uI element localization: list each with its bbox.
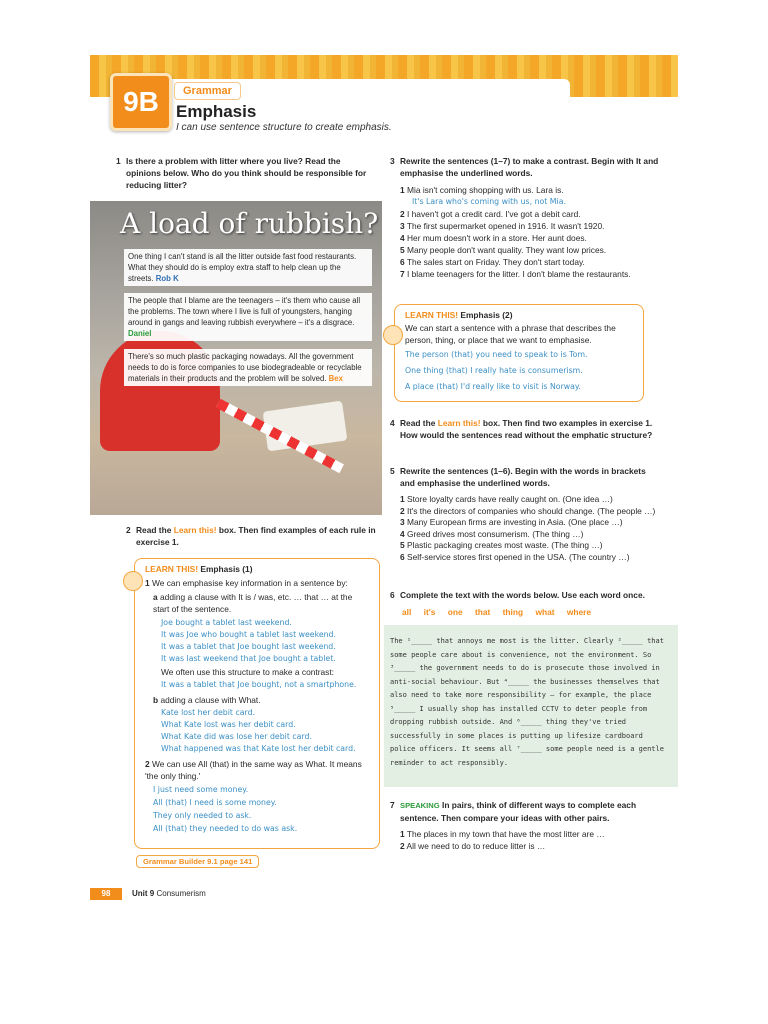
example: It was a tablet that Joe bought last weekend. bbox=[161, 642, 336, 651]
example: What happened was that Kate lost her debit card. bbox=[161, 744, 356, 753]
page-title: Emphasis bbox=[176, 102, 257, 121]
word-bank-item: thing bbox=[502, 607, 524, 617]
lesson-code-badge: 9B bbox=[110, 73, 172, 131]
exercise-3-items bbox=[400, 184, 668, 280]
grammar-builder-link[interactable]: Grammar Builder 9.1 page 141 bbox=[136, 855, 259, 868]
example: What Kate did was lose her debit card. bbox=[161, 732, 312, 741]
exercise-instruction: Is there a problem with litter where you live? Read the opinions below. Who do you think should be responsible for reducing litter? bbox=[126, 156, 367, 190]
opinion-rob bbox=[124, 249, 372, 286]
example: Joe bought a tablet last weekend. bbox=[161, 618, 292, 627]
learn-title: Emphasis (1) bbox=[200, 564, 253, 574]
exercise-5 bbox=[390, 465, 662, 489]
exercise-instruction: Complete the text with the words below. Use each word once. bbox=[400, 590, 645, 600]
example: They only needed to ask. bbox=[153, 811, 252, 820]
list-item: 6 The sales start on Friday. They don't start today. bbox=[400, 257, 585, 267]
list-item: 2 All we need to do to reduce litter is … bbox=[400, 841, 546, 851]
rule-1a: a adding a clause with It is / was, etc. … that … at the start of the sentence. bbox=[153, 592, 353, 614]
rule-2: 2 We can use All (that) in the same way as What. It means 'the only thing.' bbox=[145, 759, 362, 781]
opinion-daniel bbox=[124, 293, 372, 341]
page-number: 98 bbox=[90, 888, 122, 900]
list-item: 4 Her mum doesn't work in a store. Her aunt does. bbox=[400, 233, 587, 243]
example: What Kate lost was her debit card. bbox=[161, 720, 296, 729]
exercise-3 bbox=[390, 155, 668, 179]
word-bank-item: that bbox=[474, 607, 491, 617]
note: We often use this structure to make a contrast: bbox=[161, 667, 335, 677]
exercise-6 bbox=[390, 589, 668, 601]
learn-label: LEARN THIS! bbox=[145, 564, 199, 574]
unit-topic: Consumerism bbox=[156, 889, 206, 898]
opinion-author: Rob K bbox=[155, 274, 179, 283]
word-bank-item: it's bbox=[423, 607, 436, 617]
example: The person (that) you need to speak to is Tom. bbox=[405, 350, 588, 359]
exercise-7-items bbox=[400, 828, 668, 852]
list-item: 2 It's the directors of companies who should change. (The people …) bbox=[400, 505, 656, 516]
example: One thing (that) I really hate is consumerism. bbox=[405, 366, 583, 375]
textbook-page bbox=[90, 55, 678, 905]
word-bank-item: one bbox=[447, 607, 463, 617]
learn-label: LEARN THIS! bbox=[405, 310, 459, 320]
rule-text: adding a clause with What. bbox=[160, 695, 261, 705]
exercise-number: 6 bbox=[390, 590, 395, 600]
word-bank-item: where bbox=[566, 607, 592, 617]
exercise-4: 4 Read the Learn this! box. Then find two examples in exercise 1. How would the sentences read without the emphatic structure? bbox=[390, 418, 653, 440]
learn-this-box-2 bbox=[394, 304, 644, 402]
rule-text: We can emphasise key information in a sentence by: bbox=[152, 578, 348, 588]
list-item: 2 I haven't got a credit card. I've got a debit card. bbox=[400, 209, 581, 219]
rule-text: adding a clause with It is / was, etc. … that … at the start of the sentence. bbox=[153, 592, 353, 614]
example: I just need some money. bbox=[153, 785, 249, 794]
learn-title: Emphasis (2) bbox=[460, 310, 513, 320]
exercise-number: 3 bbox=[390, 156, 395, 166]
unit-label: Unit 9 bbox=[132, 889, 155, 898]
exercise-7 bbox=[390, 799, 668, 824]
exercise-instruction-pre: Read the bbox=[136, 525, 174, 535]
opinion-text: One thing I can't stand is all the litter outside fast food restaurants. What they should do is employ extra staff to help clean up the streets. bbox=[128, 252, 357, 283]
word-bank-item: all bbox=[402, 607, 412, 617]
word-bank bbox=[402, 606, 670, 618]
exercise-instruction: Rewrite the sentences (1–7) to make a contrast. Begin with It and emphasise the underlined words. bbox=[400, 156, 659, 178]
rule-text: We can start a sentence with a phrase that describes the person, thing, or place that we want to emphasise. bbox=[405, 323, 616, 345]
list-item: 4 Greed drives most consumerism. (The thing …) bbox=[400, 528, 584, 539]
gap-fill-text-box bbox=[384, 625, 678, 787]
example: It was Joe who bought a tablet last weekend. bbox=[161, 630, 336, 639]
list-item: 1 The places in my town that have the most litter are … bbox=[400, 829, 605, 839]
example: All (that) I need is some money. bbox=[153, 798, 277, 807]
exercise-number: 2 bbox=[126, 525, 131, 535]
rule-1b: b adding a clause with What. bbox=[153, 695, 261, 705]
learn-this-ref: Learn this! bbox=[437, 418, 481, 428]
example: It was a tablet that Joe bought, not a smartphone. bbox=[161, 680, 357, 689]
learn-box-heading bbox=[145, 563, 375, 575]
list-item: 5 Plastic packaging creates most waste. (The thing …) bbox=[400, 540, 603, 551]
worked-example: It's Lara who's coming with us, not Mia. bbox=[412, 197, 566, 206]
exercise-number: 7 bbox=[390, 800, 395, 810]
list-item: 5 Many people don't want quality. They want low prices. bbox=[400, 245, 607, 255]
footer-unit bbox=[132, 888, 206, 900]
list-item: 3 The first supermarket opened in 1916. It wasn't 1920. bbox=[400, 221, 605, 231]
word-bank-item: what bbox=[535, 607, 555, 617]
section-tab: Grammar bbox=[174, 82, 241, 100]
example: All (that) they needed to do was ask. bbox=[153, 824, 298, 833]
exercise-instruction: In pairs, think of different ways to complete each sentence. Then compare your ideas with other pairs. bbox=[400, 800, 637, 823]
list-item: 7 I blame teenagers for the litter. I don't blame the restaurants. bbox=[400, 269, 631, 279]
example: Kate lost her debit card. bbox=[161, 708, 256, 717]
learn-this-ref: Learn this! bbox=[173, 525, 217, 535]
photo-title: A load of rubbish? bbox=[120, 207, 379, 240]
exercise-2 bbox=[126, 524, 380, 548]
exercise-instruction: Rewrite the sentences (1–6). Begin with the words in brackets and emphasise the underlined words. bbox=[400, 466, 646, 488]
exercise-number: 5 bbox=[390, 466, 395, 476]
learn-this-box-1 bbox=[134, 558, 380, 849]
opinion-text: There's so much plastic packaging nowadays. All the government needs to do is force companies to use biodegradeable or recyclable materials in their products and the problem will be solved. bbox=[128, 352, 362, 383]
opinion-text: The people that I blame are the teenagers – it's them who cause all the problems. The town where I live is full of youngsters, hanging around in gangs and leaving rubbish everywhere – it's a disgrace. bbox=[128, 296, 361, 327]
gap-fill-passage: The ¹_____ that annoys me most is the litter. Clearly ²_____ that some people care about is convenience, not the environment. So ³_____ the government needs to do is prosecute those involved in anti-social behaviour. But ⁴_____ the businesses themselves that also need to take more responsibility – for example, the place ⁵_____ I usually shop has installed CCTV to deter people from dropping rubbish outside. And ⁶_____ thing they've tried successfully in some places is putting up lifesize cardboard police officers. It seems all ⁷_____ some people need is a gentle reminder to act responsibly. bbox=[390, 637, 664, 767]
page-subtitle: I can use sentence structure to create emphasis. bbox=[176, 122, 392, 133]
list-item: 1 Mia isn't coming shopping with us. Lara is. bbox=[400, 185, 564, 195]
example: It was last weekend that Joe bought a tablet. bbox=[161, 654, 336, 663]
learn-box-heading bbox=[405, 309, 637, 321]
speaking-label: SPEAKING bbox=[400, 801, 440, 810]
opinion-author: Daniel bbox=[128, 329, 152, 338]
list-item: 1 Store loyalty cards have really caught on. (One idea …) bbox=[400, 494, 613, 504]
exercise-5-items bbox=[400, 494, 662, 564]
exercise-number: 4 bbox=[390, 418, 395, 428]
rule-1: 1 We can emphasise key information in a sentence by: bbox=[145, 578, 348, 588]
exercise-1 bbox=[116, 155, 376, 191]
exercise-instruction-post: box. Then find examples of each rule in exercise 1. bbox=[136, 525, 376, 547]
example: A place (that) I'd really like to visit is Norway. bbox=[405, 382, 581, 391]
lightbulb-icon bbox=[383, 325, 403, 345]
opinion-author: Bex bbox=[328, 374, 343, 383]
lightbulb-icon bbox=[123, 571, 143, 591]
opinion-bex bbox=[124, 349, 372, 386]
exercise-number: 1 bbox=[116, 156, 121, 166]
list-item: 6 Self-service stores first opened in the USA. (The country …) bbox=[400, 551, 630, 562]
rule-text: We can use All (that) in the same way as What. It means 'the only thing.' bbox=[145, 759, 362, 781]
list-item: 3 Many European firms are investing in Asia. (One place …) bbox=[400, 517, 623, 528]
